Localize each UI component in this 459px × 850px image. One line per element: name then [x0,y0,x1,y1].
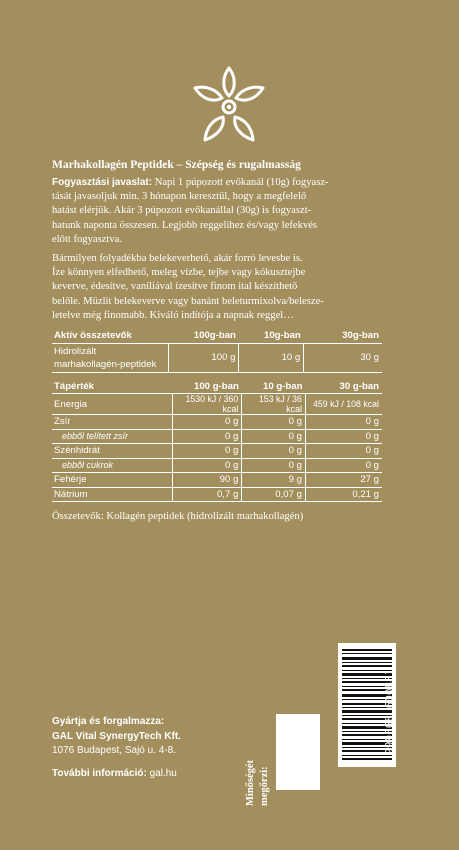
table-row [52,429,382,444]
table-cell: 0,7 g [173,487,242,502]
table-row-label: Hidrolizált marhakollagén-peptidek [52,343,168,372]
table-row [52,343,382,372]
table-cell: 0,21 g [305,487,382,502]
table-cell: 100 g [168,343,239,372]
table-header-row [52,380,382,394]
table-cell: 0 g [173,458,242,473]
table-header-cell: 10 g-ban [242,380,306,394]
description-line: keverve, édesítve, vaníliával ízesítve finom ital készíthető [52,281,298,293]
table-cell: 459 kJ / 108 kcal [305,394,382,415]
table-cell: 9 g [242,473,306,488]
table-cell: 90 g [173,473,242,488]
usage-line: hatást elérjük. Akár 3 púpozott evőkanállal (30g) is fogyaszt- [52,205,312,217]
table-cell: 0 g [173,444,242,459]
table-cell: 0,07 g [242,487,306,502]
usage-paragraph [52,176,382,247]
table-cell: 1530 kJ / 360 kcal [173,394,242,415]
best-before-label [244,698,274,808]
usage-line: hatunk naponta összesen. Legjobb reggelihez és/vagy lefekvés [52,219,318,231]
table-row-label: Szénhidrát [52,444,173,459]
table-cell: 27 g [305,473,382,488]
table-cell: 0 g [305,458,382,473]
table-row [52,473,382,488]
active-ingredients-table [52,329,382,373]
description-line: letelve még finomabb. Kiváló indítója a napnak reggel… [52,309,294,321]
table-cell: 0 g [305,429,382,444]
table-header-cell: 30 g-ban [305,380,382,394]
barcode-number: 5 999568 600881 [383,668,396,768]
nutrition-table [52,380,382,503]
table-row [52,394,382,415]
manufacturer-block [52,715,181,781]
table-cell: 0 g [173,429,242,444]
ingredients-text: Összetevők: Kollagén peptidek (hidrolizált marhakollagén) [52,511,304,523]
table-row [52,487,382,502]
manufacturer-address: 1076 Budapest, Sajó u. 4-8. [52,745,176,756]
table-cell: 153 kJ / 36 kcal [242,394,306,415]
usage-line: előtt fogyasztva. [52,233,123,245]
table-cell: 10 g [239,343,304,372]
description-line: Bármilyen folyadékba belekeverhető, akár forró levesbe is. [52,253,303,265]
manufacturer-name: GAL Vital SynergyTech Kft. [52,730,181,742]
table-row-label: ebből cukrok [52,458,173,473]
more-info-label: További információ: [52,767,147,779]
usage-line: tását javasoljuk min. 3 hónapon keresztül, hogy a megfelelő [52,191,307,203]
table-cell: 0 g [173,415,242,430]
table-cell: 0 g [305,444,382,459]
table-header-row [52,329,382,343]
best-before-line: megőrzi: [259,766,270,806]
table-row-label: Fehérje [52,473,173,488]
description-line: Íze könnyen elfedhető, meleg vízbe, tejbe vagy kókusztejbe [52,267,306,279]
table-row [52,415,382,430]
best-before-date-box [276,714,320,790]
description-paragraph [52,252,382,323]
more-info [52,767,181,782]
manufacturer-heading: Gyártja és forgalmazza: [52,716,165,727]
table-cell: 0 g [242,415,306,430]
table-header-cell: Tápérték [52,380,173,394]
table-header-cell: 100 g-ban [173,380,242,394]
best-before-line: Minőségét [245,759,256,806]
table-row [52,458,382,473]
usage-lead: Fogyasztási javaslat: [52,177,153,188]
table-cell: 30 g [304,343,382,372]
table-cell: 0 g [242,458,306,473]
table-row [52,444,382,459]
table-cell: 0 g [242,429,306,444]
table-header-cell: 10g-ban [239,329,304,343]
table-cell: 0 g [242,444,306,459]
product-title: Marhakollagén Peptidek – Szépség és rugalmasság [52,159,301,171]
table-row-label: Zsír [52,415,173,430]
table-header-cell: 30g-ban [304,329,382,343]
usage-line: Napi 1 púpozott evőkanál (10g) fogyasz- [152,177,329,188]
more-info-link[interactable]: gal.hu [146,767,177,779]
table-header-cell: Aktív összetevők [52,329,168,343]
table-row-label: ebből telített zsír [52,429,173,444]
table-row-label: Energia [52,394,173,415]
table-cell: 0 g [305,415,382,430]
flower-leaf-logo-icon [189,62,269,148]
label-content [52,158,382,522]
description-line: belőle. Müzlit belekeverve vagy banánt beleturmixolva/belesze- [52,295,324,307]
table-row-label: Nátrium [52,487,173,502]
table-header-cell: 100g-ban [168,329,239,343]
